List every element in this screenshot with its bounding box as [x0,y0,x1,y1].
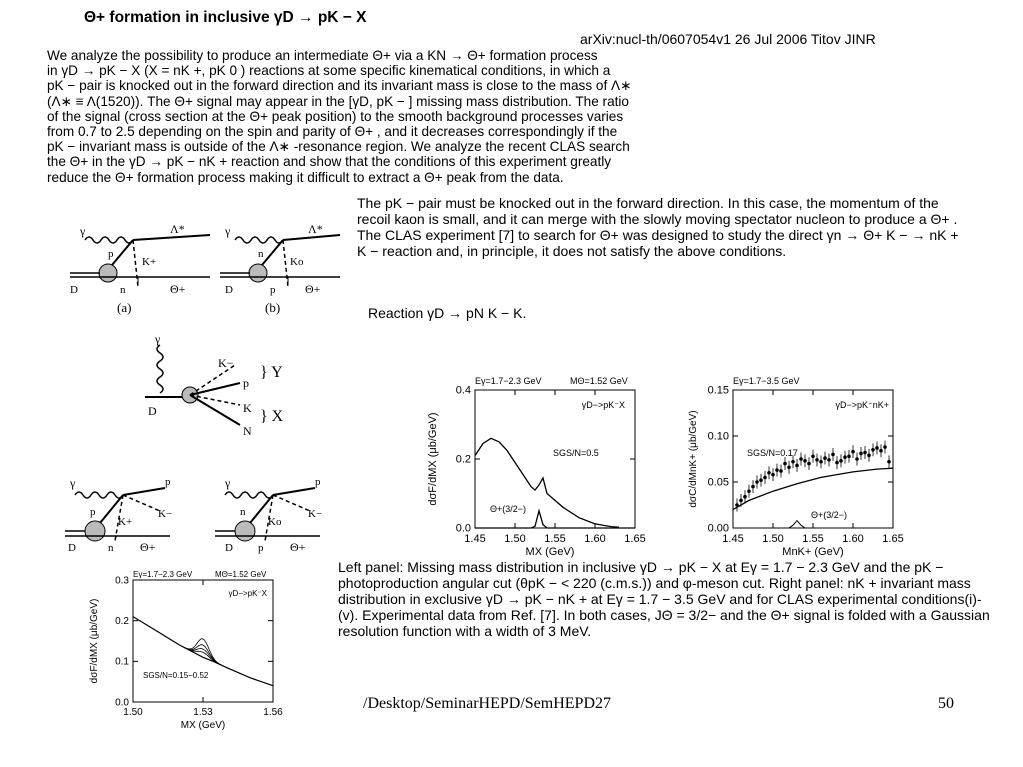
data-point [851,450,855,454]
x-tick-label: 1.60 [842,533,864,545]
d-label: D [225,284,233,296]
x-tick-label: 1.50 [762,533,784,545]
data-point [803,459,807,463]
theta-label: Θ+ [170,282,186,296]
model-curve [733,468,893,509]
energy-range-label: Eγ=1.7−2.3 GeV [475,376,542,386]
x-tick-label: 1.45 [464,533,486,545]
data-point [775,468,779,472]
abstract-line: the Θ+ in the γD → pK − nK + reaction and show that the conditions of this experiment greatly [47,154,612,170]
data-point [811,454,815,458]
y-label: } Y [260,364,283,381]
y-tick-label: 0.2 [455,453,471,466]
data-point [831,453,835,457]
feynman-diagrams [60,215,350,575]
abstract-line: from 0.7 to 2.5 depending on the spin and parity of Θ+ , and it decreases correspondingly if the [47,124,618,140]
abstract-line: in γD → pK − X (X = nK +, pK 0 ) reactions at some specific kinematical conditions, in which a [47,63,611,79]
x-axis-label: MX (GeV) [525,546,575,558]
kaon-label: Ko [290,256,304,268]
photon-line [75,492,123,498]
diagram-bottom-a [65,476,172,554]
abstract-line: reduce the Θ+ formation process making it difficult to extract a Θ+ peak from the data. [47,169,564,185]
data-point [807,462,811,466]
data-point [783,462,787,466]
y-tick-label: 0.0 [115,697,129,709]
data-point [867,454,871,458]
data-point [751,485,755,489]
data-point [767,471,771,475]
y-tick-label: 0.10 [707,430,729,443]
page-number: 50 [938,695,954,712]
data-point [847,454,851,458]
x-axis-label: MnK+ (GeV) [782,546,844,558]
data-point [883,445,887,449]
gamma-label: γ [80,224,86,238]
k-label: K [243,401,252,415]
x-tick-label: 1.60 [584,533,606,545]
x-tick-label: 1.50 [504,533,526,545]
p-label: p [243,376,249,390]
data-point [771,473,775,477]
abstract-line: (Λ∗ ≡ Λ(1520)). The Θ+ signal may appear in the [γD, pK − ] missing mass distribution. The ratio [47,93,629,109]
kaon-label: K+ [142,256,157,268]
theta-mass-label: MΘ=1.52 GeV [570,376,628,386]
theta-annotation: Θ+(3/2−) [490,504,527,514]
diagram-middle [145,332,284,438]
data-point [799,457,803,461]
kminus-label: K− [158,508,173,520]
theta-label: Θ+ [305,282,321,296]
data-point [787,465,791,469]
photon-line [235,237,283,243]
reaction-label: γD−>pK⁻X [581,400,625,410]
data-point [763,476,767,480]
x-tick-label: 1.50 [123,707,143,718]
p-label: p [258,542,264,554]
data-point [863,451,867,455]
gamma-label: γ [225,224,231,238]
data-point [791,460,795,464]
kaon-label: K+ [118,516,133,528]
reaction-label: γD−>pK⁻nK+ [835,400,889,410]
figure-caption: Left panel: Missing mass distribution in inclusive γD → pK − X at Eγ = 1.7 − 2.3 GeV and the pK − photoproduction angular cut (θpK − < 220 (c.m.s.)) and φ-meson cut. Right panel: nK + invariant mass distribution in exclusive γD → pK − nK + at Eγ = 1.7 − 3.5 GeV and for CLAS experimental conditions(i)-(v). Experimental data from Ref. [7]. In both cases, JΘ = 3/2− and the Θ+ signal is folded with a Gaussian resolution function with a width of 3 MeV. [338,559,990,639]
data-point [743,495,747,499]
data-point [779,469,783,473]
p-out-label: p [165,476,171,488]
clas-paragraph: The CLAS experiment [7] to search for Θ+ was designed to study the direct γn → Θ+ K − → nK + K − reaction and, in principle, it does not satisfy the above conditions. [357,227,959,259]
n-label: n [258,248,264,260]
gamma-label: γ [70,476,76,490]
x-tick-label: 1.55 [802,533,824,545]
y-tick-label: 0.00 [707,522,729,535]
data-point [839,459,843,463]
y-tick-label: 0.1 [115,656,129,668]
energy-range-label: Eγ=1.7−3.5 GeV [733,376,800,386]
y-tick-label: 0.05 [707,476,729,489]
theta-peak-curve [789,521,805,528]
theta-annotation: Θ+(3/2−) [811,510,848,520]
photon-line [85,237,133,243]
data-point [859,452,863,456]
energy-range-label: Eγ=1.7−2.3 GeV [133,570,193,579]
arxiv-reference: arXiv:nucl-th/0607054v1 26 Jul 2006 Titov JINR [580,31,876,47]
missing-mass-ratio-chart [85,568,285,740]
theta-label: Θ+ [290,540,306,554]
footer-path: /Desktop/SeminarHEPD/SemHEPD27 [363,695,611,712]
diagram-top-a [70,222,210,315]
d-label: D [68,542,76,554]
diagram-b-label: (b) [265,300,281,315]
d-label: D [148,404,157,418]
x-tick-label: 1.53 [193,707,213,718]
lambda-label: Λ* [170,222,185,236]
abstract-text [47,48,707,185]
pk-pair-paragraphs [357,195,967,259]
y-tick-label: 0.3 [115,575,129,587]
p-label: p [108,248,114,260]
y-axis-label: dσF/dMX (μb/GeV) [427,412,439,506]
data-point [827,458,831,462]
y-axis-label: dσC/dMnK+ (μb/GeV) [688,410,699,508]
x-tick-label: 1.45 [722,533,744,545]
n-label: n [240,506,246,518]
ratio-annotation: SGS/N=0.5 [553,448,599,458]
reaction-label: γD−>pK⁻X [228,589,267,598]
plot-frame [133,580,273,702]
abstract-line: pK − invariant mass is outside of the Λ∗ -resonance region. We analyze the recent CLAS search [47,139,630,155]
missing-mass-chart [420,372,660,564]
data-point [855,457,859,461]
diagram-a-label: (a) [117,300,132,315]
data-point [887,460,891,464]
p-label: p [270,284,276,296]
x-axis-label: MX (GeV) [180,720,226,731]
gamma-label: γ [155,332,161,346]
pk-paragraph: The pK − pair must be knocked out in the forward direction. In this case, the momentum of the recoil kaon is small, and it can merge with the slowly moving spectator nucleon to produce a Θ+ . [357,195,958,227]
n-label: N [243,424,252,438]
y-tick-label: 0.4 [455,384,471,397]
abstract-line: We analyze the possibility to produce an intermediate Θ+ via a KN → Θ+ formation process [47,48,598,63]
signal-peak-curve-0 [184,639,221,666]
n-label: n [120,284,126,296]
signal-peak-curve-3 [184,648,221,666]
slide-title: Θ+ formation in inclusive γD → pK − X [84,9,367,26]
nk-invariant-mass-chart [690,372,905,564]
y-axis-label: dσF/dMX (μb/GeV) [89,598,100,684]
x-tick-label: 1.65 [624,533,646,545]
x-tick-label: 1.55 [544,533,566,545]
diagram-bottom-b [215,476,322,554]
abstract-line: pK − pair is knocked out in the forward direction and its invariant mass is close to the mass of Λ∗ [47,78,632,94]
d-label: D [70,284,78,296]
y-tick-label: 0.15 [707,384,729,397]
data-point [835,461,839,465]
photon-line [225,492,273,498]
data-point [871,448,875,452]
data-point [815,458,819,462]
data-point [735,503,739,507]
y-tick-label: 0.0 [455,522,471,535]
d-label: D [225,542,233,554]
kaon-label: Ko [268,516,282,528]
n-label: n [108,542,114,554]
x-tick-label: 1.56 [263,707,283,718]
y-tick-label: 0.2 [115,616,129,627]
data-point [875,446,879,450]
x-label: } X [260,408,284,425]
data-point [819,460,823,464]
kminus-label: K− [308,508,323,520]
data-point [755,480,759,484]
data-point [739,499,743,503]
data-point [759,478,763,482]
data-point [795,464,799,468]
x-tick-label: 1.65 [882,533,904,545]
abstract-line: of the signal (cross section at the Θ+ peak position) to the smooth background processes varies [47,108,624,124]
kminus-label: K− [218,356,234,370]
diagram-top-b [220,222,340,315]
data-point [879,449,883,453]
data-point [747,489,751,493]
ratio-annotation: SGS/N=0.15−0.52 [143,671,209,680]
p-out-label: p [315,476,321,488]
theta-label: Θ+ [140,540,156,554]
gamma-label: γ [225,476,231,490]
p-label: p [90,506,96,518]
lambda-label: Λ* [308,222,323,236]
data-point [823,456,827,460]
data-point [843,455,847,459]
theta-mass-label: MΘ=1.52 GeV [215,570,267,579]
ratio-annotation: SGS/N=0.17 [747,448,798,458]
photon-line [157,345,163,393]
reaction-label: Reaction γD → pN K − K. [368,305,527,321]
